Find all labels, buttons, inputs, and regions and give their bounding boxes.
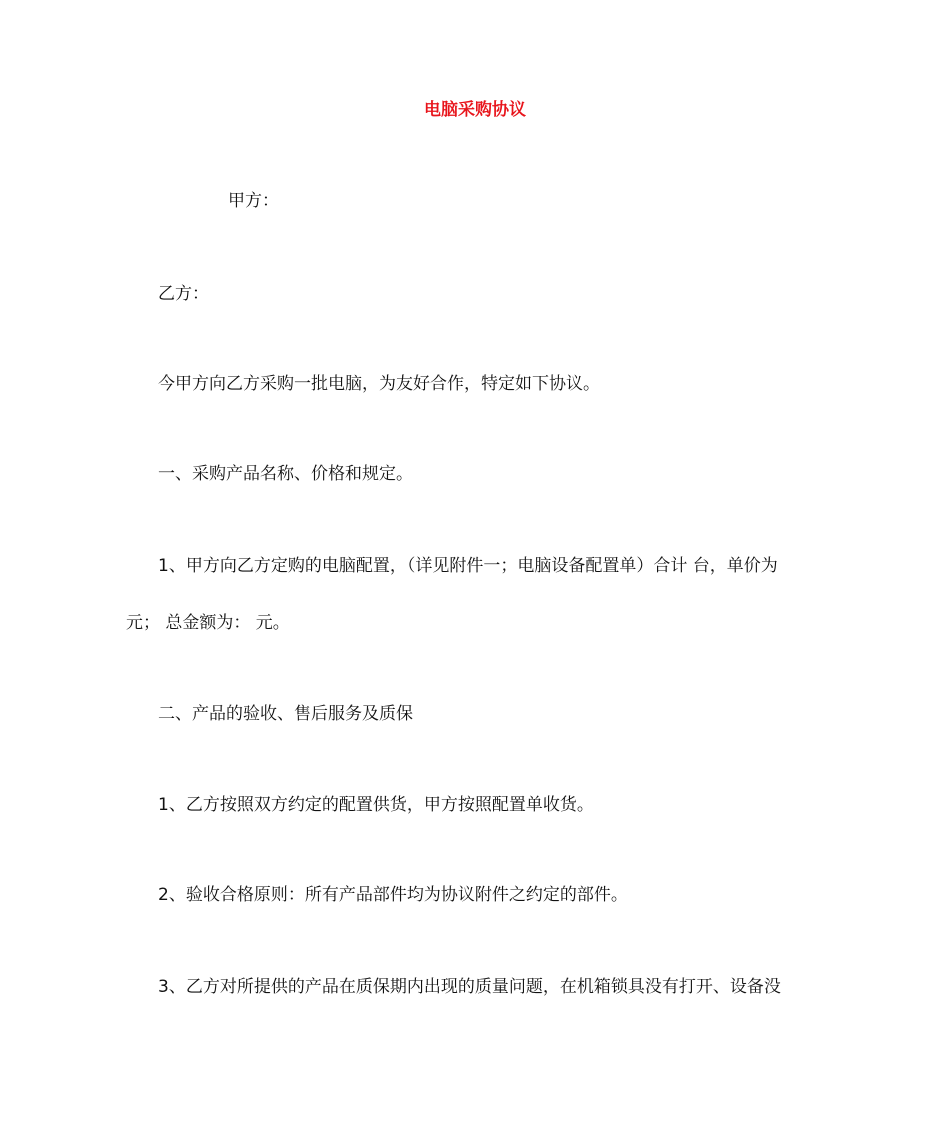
document-title: 电脑采购协议	[424, 100, 526, 120]
party-b-line: 乙方：	[158, 284, 209, 304]
intro-paragraph: 今甲方向乙方采购一批电脑，为友好合作，特定如下协议。	[158, 374, 600, 394]
section-2-item-3-line-1: 3、乙方对所提供的产品在质保期内出现的质量问题，在机箱锁具没有打开、设备没	[158, 977, 781, 997]
party-a-line: 甲方：	[228, 191, 279, 211]
section-1-item-1-line-2: 元； 总金额为： 元。	[126, 613, 290, 633]
section-2-item-1: 1、乙方按照双方约定的配置供货，甲方按照配置单收货。	[158, 795, 594, 815]
section-2-item-2: 2、验收合格原则：所有产品部件均为协议附件之约定的部件。	[158, 885, 628, 905]
section-2-heading: 二、产品的验收、售后服务及质保	[158, 704, 413, 724]
section-1-item-1-line-1: 1、甲方向乙方定购的电脑配置，（详见附件一；电脑设备配置单）合计 台，单价为	[158, 556, 778, 576]
section-1-heading: 一、采购产品名称、价格和规定。	[158, 464, 413, 484]
